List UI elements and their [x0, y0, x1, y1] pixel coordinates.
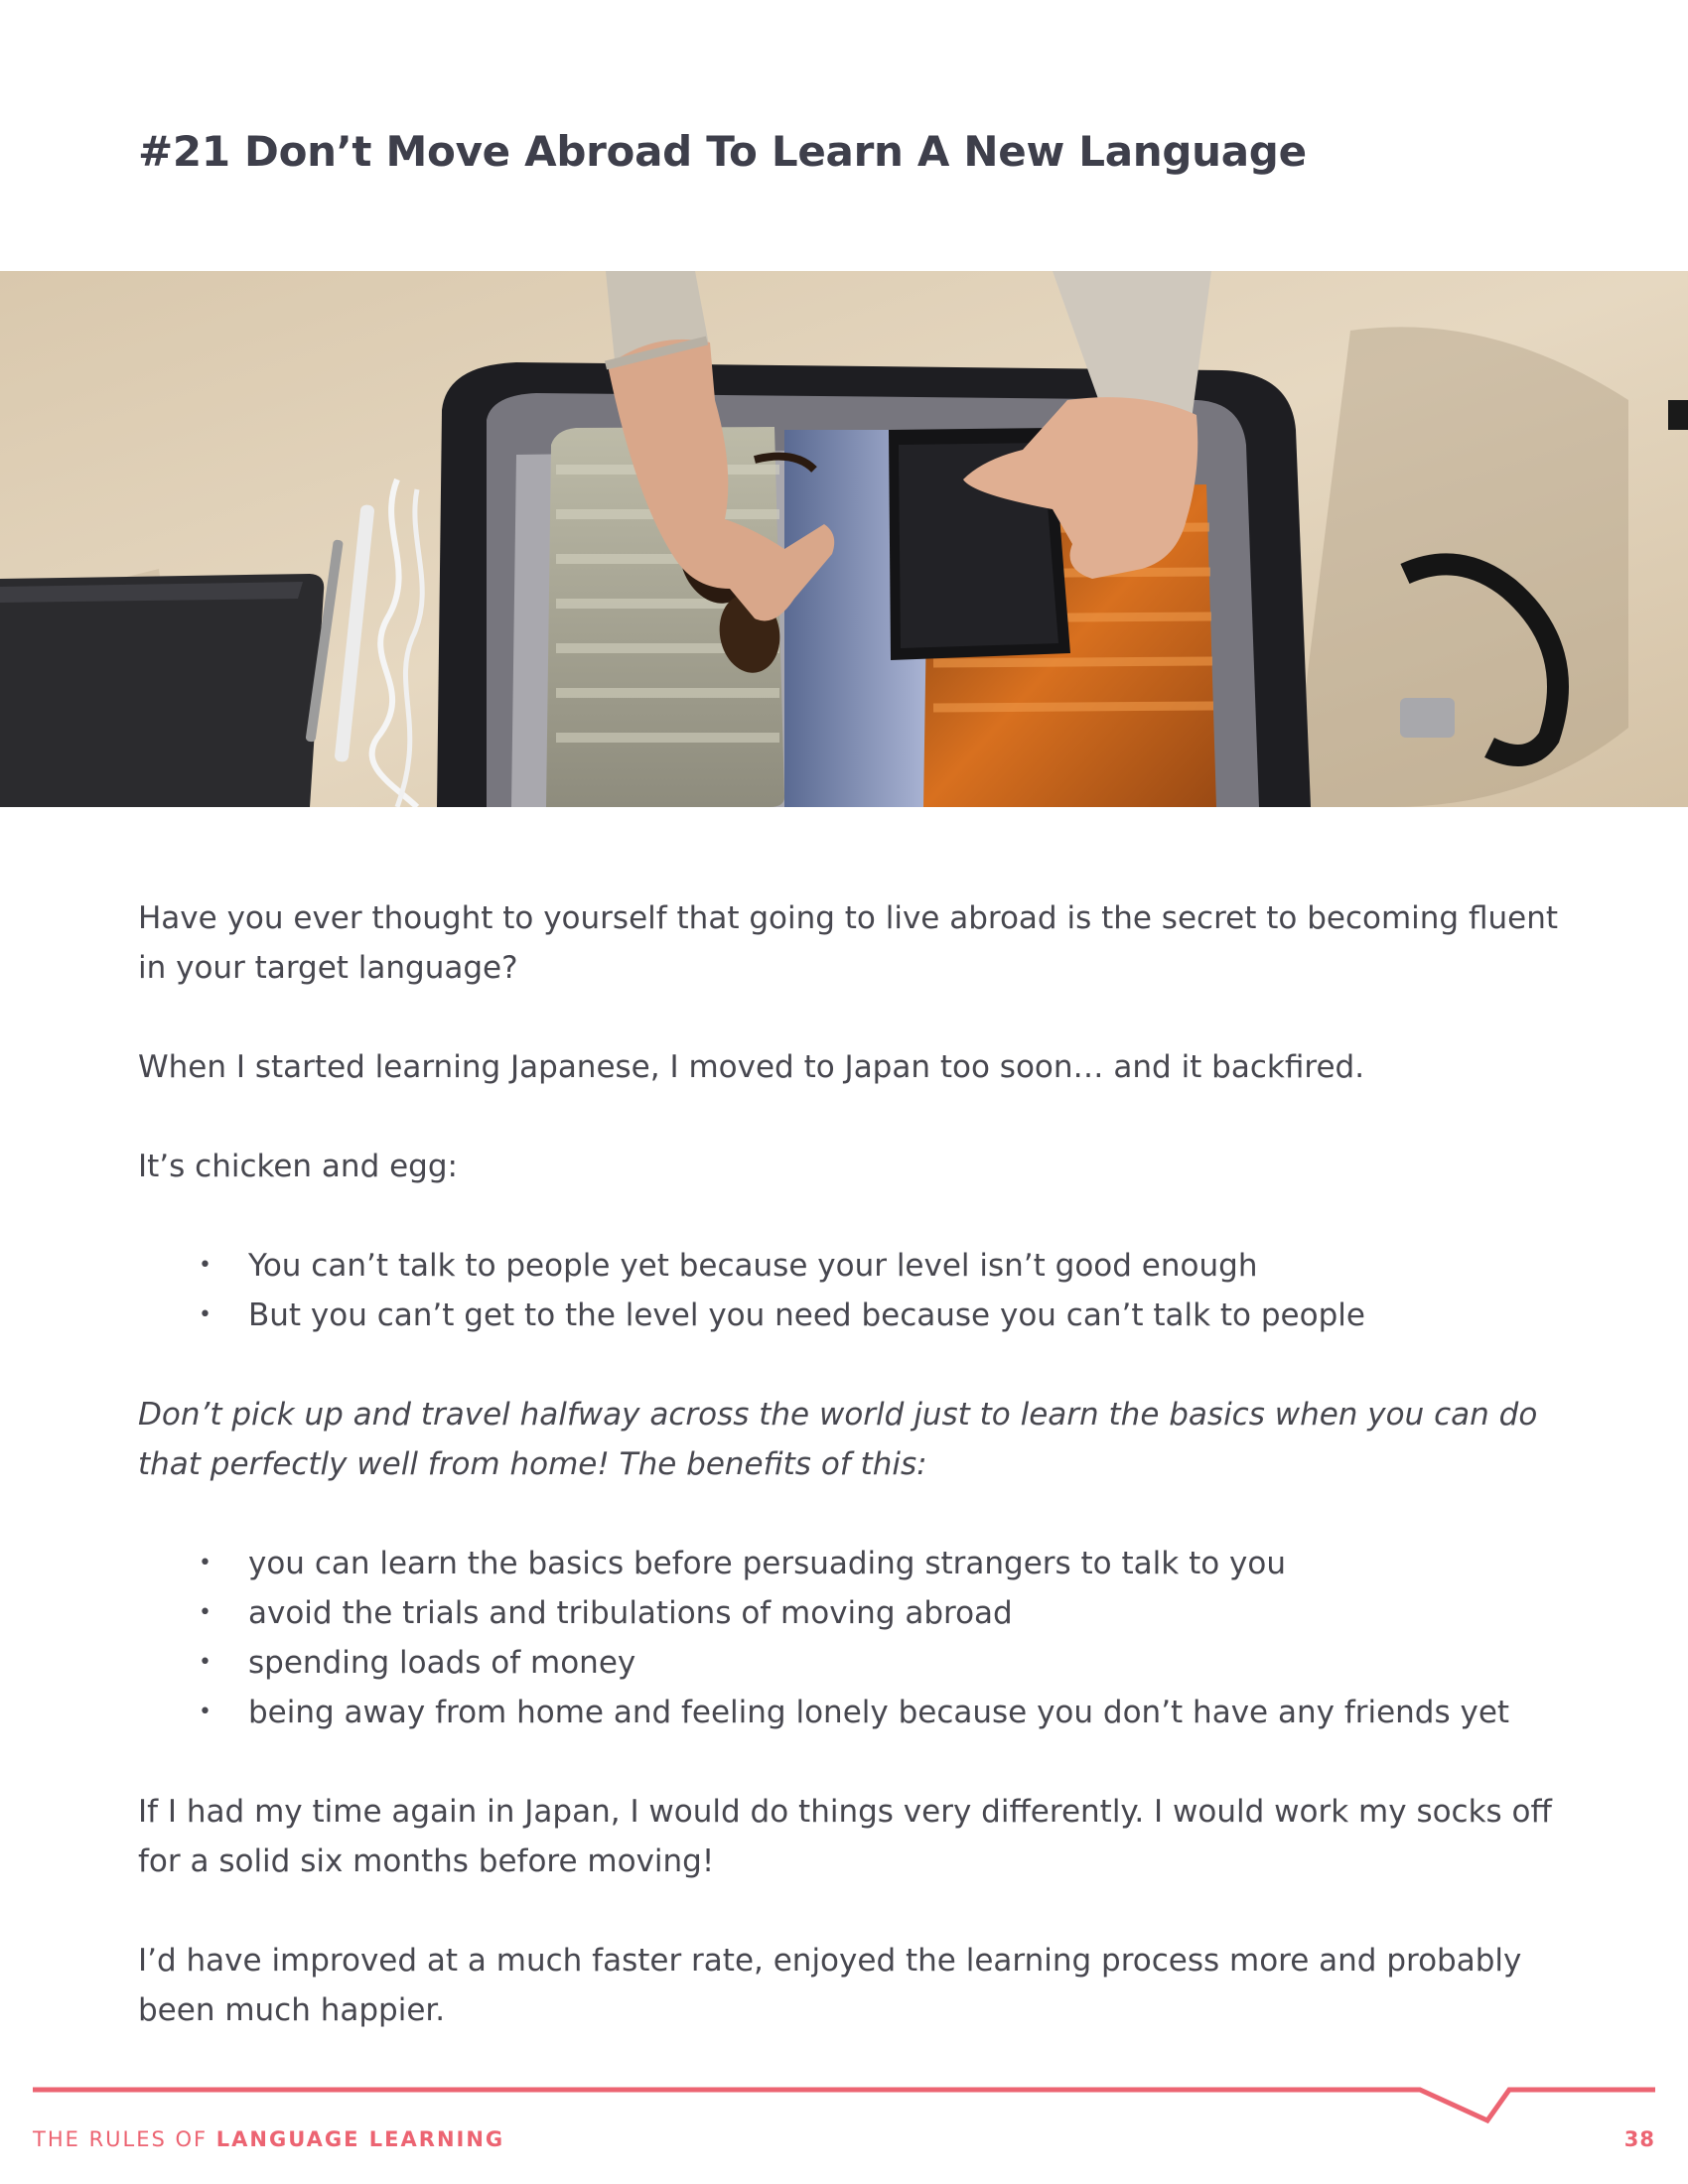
page-number: 38: [1623, 2127, 1655, 2151]
article-body: [138, 893, 1568, 2085]
closing-paragraph: I’d have improved at a much faster rate, enjoyed the learning process more and probably been much happier.: [138, 1943, 1522, 2028]
footer-bold: LANGUAGE LEARNING: [215, 2127, 505, 2151]
list-item: • You can’t talk to people yet because your level isn’t good enough: [248, 1241, 1568, 1291]
list-item: • you can learn the basics before persuading strangers to talk to you: [248, 1539, 1568, 1588]
footer-prefix: THE RULES OF: [33, 2127, 216, 2151]
list-item: • being away from home and feeling lonely because you don’t have any friends yet: [248, 1688, 1568, 1737]
reflection-paragraph: If I had my time again in Japan, I would do things very differently. I would work my socks off for a solid six months before moving!: [138, 1794, 1552, 1879]
page-title: #21 Don’t Move Abroad To Learn A New Language: [138, 127, 1307, 176]
intro-paragraph: Have you ever thought to yourself that going to live abroad is the secret to becoming fluent in your target language?: [138, 900, 1558, 986]
story-paragraph: When I started learning Japanese, I moved to Japan too soon… and it backfired.: [138, 1049, 1365, 1085]
list-item: • But you can’t get to the level you need because you can’t talk to people: [248, 1291, 1568, 1340]
footer-book-title: [33, 2127, 504, 2151]
suitcase-photo: [0, 271, 1688, 807]
bullet-list-dilemma: [138, 1241, 1568, 1340]
italic-paragraph: Don’t pick up and travel halfway across the world just to learn the basics when you can do that perfectly well from home! The benefits of this:: [138, 1397, 1538, 1482]
bullet-list-benefits: [138, 1539, 1568, 1737]
list-item: • spending loads of money: [248, 1638, 1568, 1688]
chicken-egg-paragraph: It’s chicken and egg:: [138, 1149, 458, 1184]
list-item: • avoid the trials and tribulations of moving abroad: [248, 1588, 1568, 1638]
hero-image: [0, 271, 1688, 807]
